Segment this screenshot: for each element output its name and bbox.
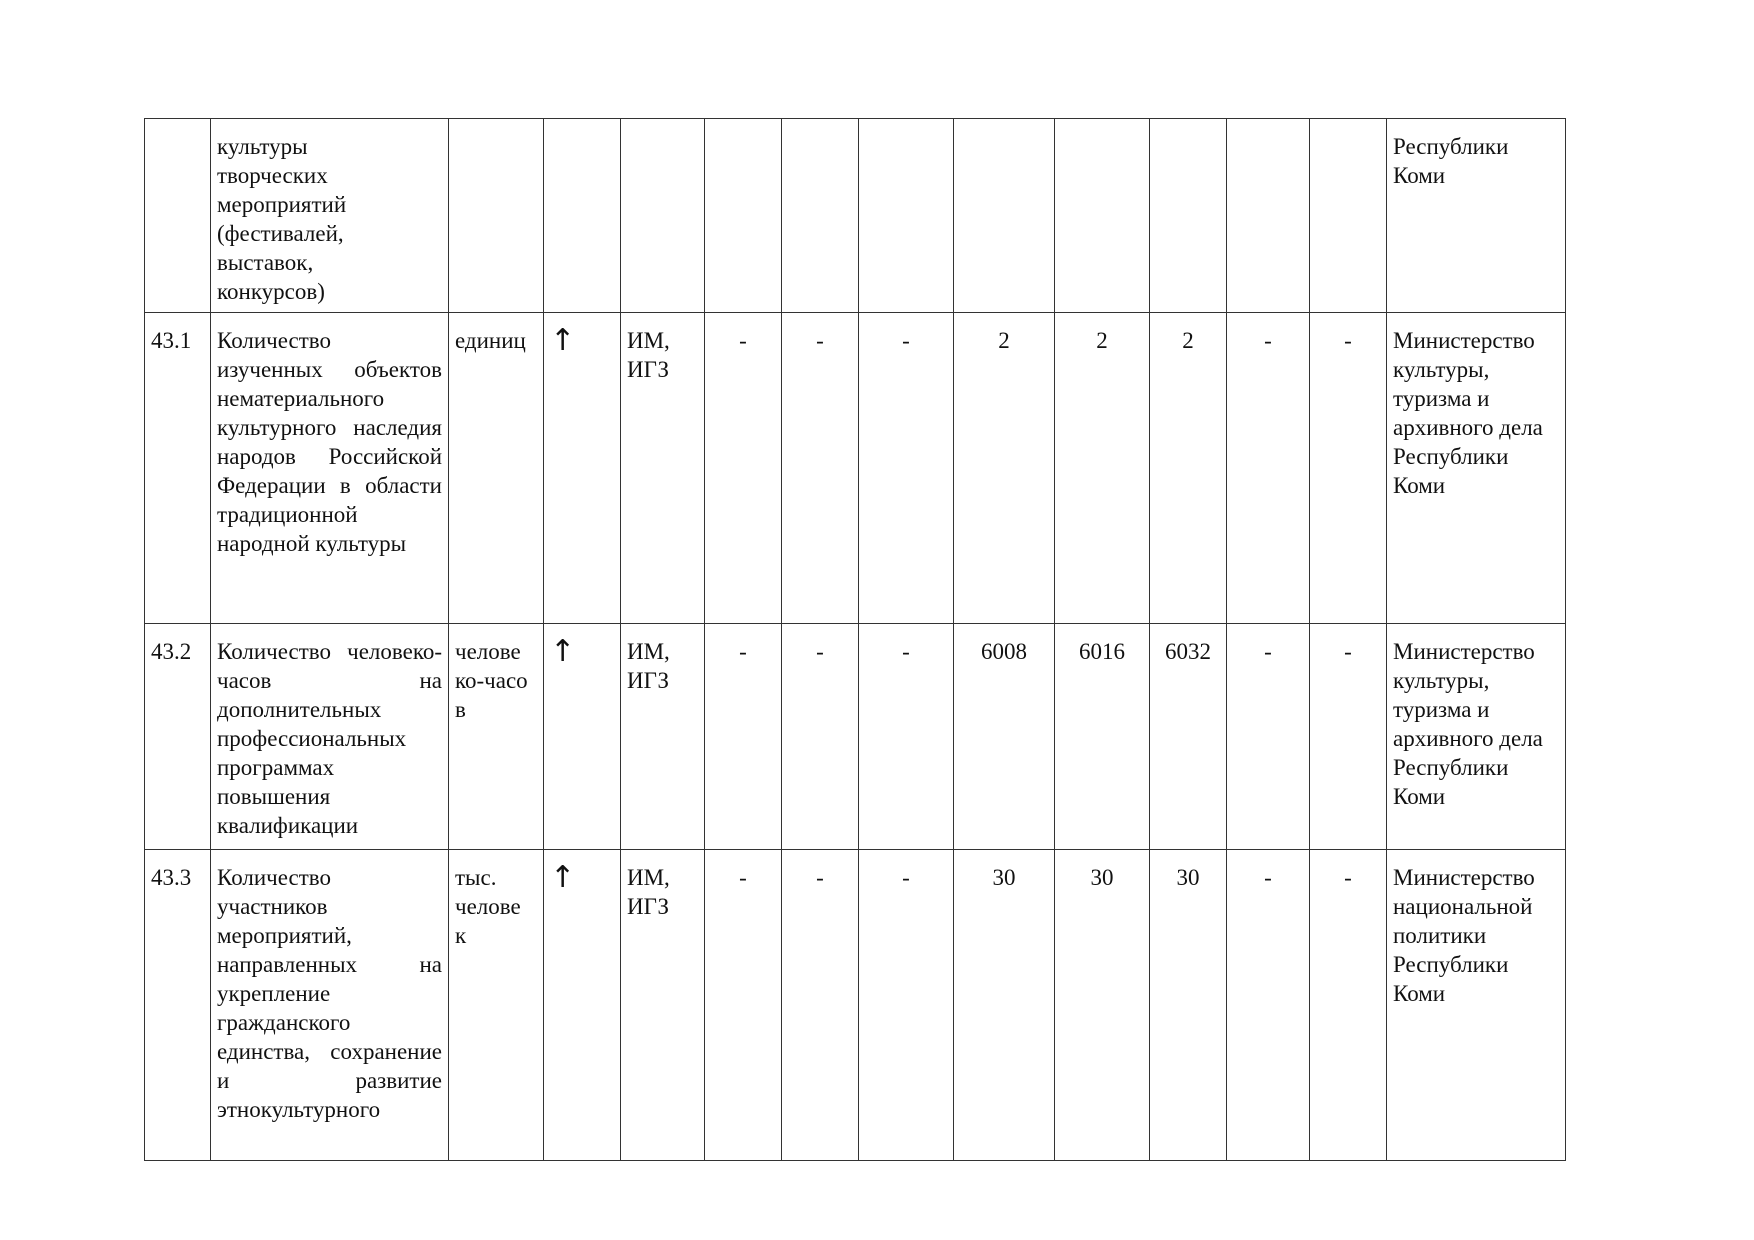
- source-cell: ИМ, ИГЗ: [621, 313, 705, 624]
- unit-cell: тыс. челове к: [449, 850, 544, 1161]
- row-number: 43.3: [145, 850, 211, 1161]
- source-cell: [621, 119, 705, 313]
- value-cell: -: [782, 850, 859, 1161]
- indicator-name: Количество изученных объектов нематериального культурного наследия народов Российской Федерации в области традиционной народной культуры: [211, 313, 449, 624]
- unit-cell: челове ко-часо в: [449, 624, 544, 850]
- responsible-cell: Министерство культуры, туризма и архивного дела Республики Коми: [1387, 313, 1566, 624]
- table-row: [145, 119, 1566, 313]
- source-cell: ИМ, ИГЗ: [621, 624, 705, 850]
- indicator-name: культуры творческих мероприятий (фестивалей, выставок, конкурсов): [211, 119, 449, 313]
- value-cell: -: [782, 313, 859, 624]
- value-cell: -: [1310, 624, 1387, 850]
- value-cell: -: [705, 624, 782, 850]
- up-arrow-icon: ↑: [544, 624, 621, 850]
- value-cell: 30: [954, 850, 1055, 1161]
- responsible-cell: Республики Коми: [1387, 119, 1566, 313]
- value-cell: -: [782, 624, 859, 850]
- indicator-name: Количество участников мероприятий, направленных на укрепление гражданского единства, сохранение и развитие этнокультурного: [211, 850, 449, 1161]
- table-row: [145, 850, 1566, 1161]
- up-arrow-icon: ↑: [544, 850, 621, 1161]
- value-cell: -: [859, 624, 954, 850]
- value-cell: [705, 119, 782, 313]
- value-cell: -: [1227, 850, 1310, 1161]
- value-cell: [1227, 119, 1310, 313]
- value-cell: [1310, 119, 1387, 313]
- table-row: [145, 313, 1566, 624]
- value-cell: 30: [1150, 850, 1227, 1161]
- row-number: 43.2: [145, 624, 211, 850]
- value-cell: [1055, 119, 1150, 313]
- row-number: 43.1: [145, 313, 211, 624]
- unit-cell: [449, 119, 544, 313]
- source-cell: ИМ, ИГЗ: [621, 850, 705, 1161]
- value-cell: -: [1227, 313, 1310, 624]
- value-cell: -: [1310, 850, 1387, 1161]
- value-cell: 6008: [954, 624, 1055, 850]
- table-row: [145, 624, 1566, 850]
- value-cell: -: [705, 850, 782, 1161]
- value-cell: [782, 119, 859, 313]
- value-cell: -: [1310, 313, 1387, 624]
- indicators-table: [144, 118, 1566, 1161]
- value-cell: 2: [1055, 313, 1150, 624]
- row-number: [145, 119, 211, 313]
- value-cell: 2: [1150, 313, 1227, 624]
- value-cell: 6032: [1150, 624, 1227, 850]
- value-cell: -: [859, 850, 954, 1161]
- value-cell: -: [705, 313, 782, 624]
- unit-cell: единиц: [449, 313, 544, 624]
- value-cell: [859, 119, 954, 313]
- value-cell: 30: [1055, 850, 1150, 1161]
- responsible-cell: Министерство культуры, туризма и архивного дела Республики Коми: [1387, 624, 1566, 850]
- direction-cell: [544, 119, 621, 313]
- indicator-name: Количество человеко-часов на дополнительных профессиональных программах повышения квалификации: [211, 624, 449, 850]
- up-arrow-icon: ↑: [544, 313, 621, 624]
- value-cell: -: [1227, 624, 1310, 850]
- responsible-cell: Министерство национальной политики Республики Коми: [1387, 850, 1566, 1161]
- value-cell: 2: [954, 313, 1055, 624]
- value-cell: [1150, 119, 1227, 313]
- value-cell: -: [859, 313, 954, 624]
- value-cell: 6016: [1055, 624, 1150, 850]
- value-cell: [954, 119, 1055, 313]
